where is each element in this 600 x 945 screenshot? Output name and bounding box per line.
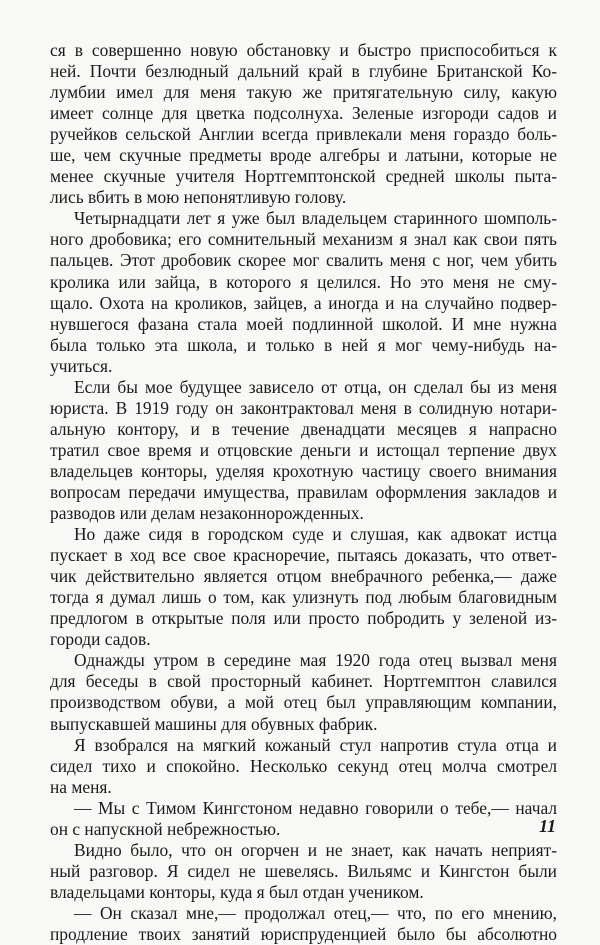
text-line: предлогом в открытые поля или просто побродить у зеленой из-	[50, 608, 557, 629]
text-line: учиться.	[50, 355, 113, 376]
text-line: вопросам передачи имущества, правилам оформления закладов и	[50, 481, 557, 502]
text-line: владельцев конторы, уделяя крохотную частицу своего внимания	[50, 460, 557, 481]
text-line: Четырнадцати лет я уже был владельцем старинного шомполь-	[74, 208, 557, 229]
text-line: на меня.	[50, 776, 112, 797]
text-line: Однажды утром в середине мая 1920 года отец вызвал меня	[74, 650, 557, 671]
text-line: нувшегося фазана стала моей подлинной школой. И мне нужна	[50, 313, 557, 334]
text-line: производством обуви, а мой отец был управляющим компании,	[50, 692, 557, 713]
text-line: юриста. В 1919 году он законтрактовал меня в солидную нотари-	[50, 397, 557, 418]
page-number: 11	[538, 816, 556, 836]
text-line: кролика или зайца, в которого я целился. Но это меня не сму-	[50, 271, 557, 292]
text-line: Но даже сидя в городском суде и слушая, как адвокат истца	[74, 524, 557, 545]
text-line: альную контору, и в течение двенадцати месяцев я напрасно	[50, 418, 557, 439]
text-line: Если бы мое будущее зависело от отца, он сделал бы из меня	[74, 376, 557, 397]
text-line: ся в совершенно новую обстановку и быстро приспособиться к	[50, 40, 557, 60]
text-line: ше, чем скучные предметы вроде алгебры и латыни, которые не	[50, 145, 557, 166]
text-line: — Он сказал мне,— продолжал отец,— что, по его мнению,	[74, 902, 557, 923]
text-line: ного дробовика; его сомнительный механизм я знал как свои пять	[50, 229, 557, 250]
text-line: Видно было, что он огорчен и не знает, как начать неприят-	[74, 839, 557, 860]
page-text	[50, 40, 557, 945]
text-line: для беседы в свой просторный кабинет. Нортгемптон славился	[50, 671, 557, 692]
text-line: Я взобрался на мягкий кожаный стул напротив стула отца и	[74, 734, 557, 755]
text-line: продление твоих занятий юриспруденцией было бы абсолютно	[50, 923, 557, 944]
text-line: сидел тихо и спокойно. Несколько секунд отец молча смотрел	[50, 755, 557, 776]
text-line: — Мы с Тимом Кингстоном недавно говорили о тебе,— начал	[74, 797, 557, 818]
text-line: разводов или делам незаконнорожденных.	[50, 503, 364, 524]
text-line: щало. Охота на кроликов, зайцев, а иногда и на случайно подвер-	[50, 292, 557, 313]
text-line: лумбии имел для меня такую же притягательную силу, какую	[50, 82, 557, 103]
text-line: пальцев. Этот дробовик скорее мог свалить меня с ног, чем убить	[50, 250, 557, 271]
text-line: тогда я думал лишь о том, как улизнуть под любым благовидным	[50, 587, 557, 608]
text-line: выпускавшей машины для обувных фабрик.	[50, 713, 378, 734]
text-line: ручейков сельской Англии всегда привлекали меня гораздо боль-	[50, 124, 557, 145]
text-line: ный разговор. Я сидел не шевелясь. Вильямс и Кингстон были	[50, 860, 557, 881]
text-line: имеет солнце для цветка подсолнуха. Зеленые изгороди садов и	[50, 103, 557, 124]
text-line: городи садов.	[50, 629, 151, 650]
text-line: тратил свое время и отцовские деньги и истощал терпение двух	[50, 439, 557, 460]
text-line: была только эта школа, и только в ней я мог чему-нибудь на-	[50, 334, 557, 355]
text-line: он с напускной небрежностью.	[50, 818, 281, 839]
text-line: пускает в ход все свое красноречие, пытаясь доказать, что ответ-	[50, 545, 557, 566]
text-line: ней. Почти безлюдный дальний край в глубине Британской Ко-	[50, 61, 557, 82]
text-line: лись вбить в мою непонятливую голову.	[50, 187, 347, 208]
text-line: чик действительно является отцом внебрачного ребенка,— даже	[50, 566, 557, 587]
text-line: менее скучные учителя Нортгемптонской средней школы пыта-	[50, 166, 557, 187]
text-line: владельцами конторы, куда я был отдан учеником.	[50, 881, 424, 902]
